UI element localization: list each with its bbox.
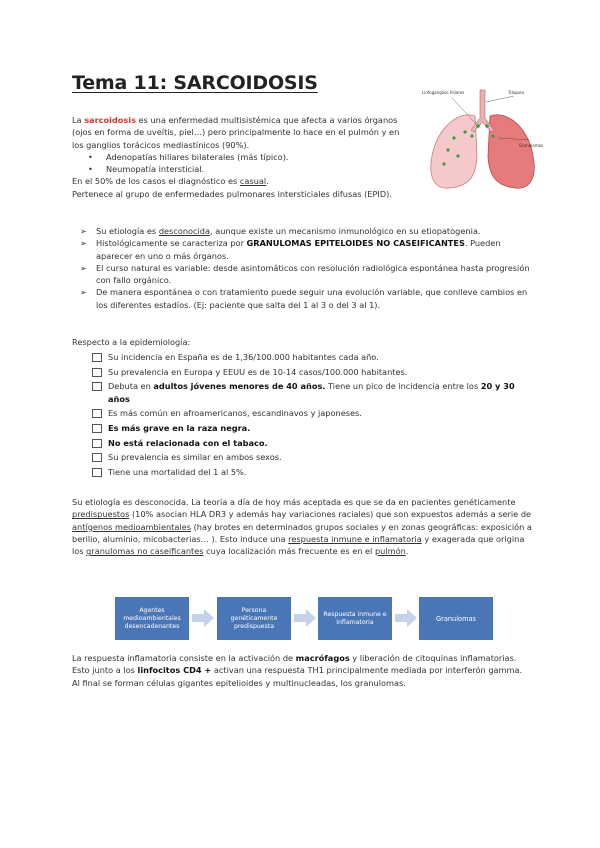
checkbox[interactable] (92, 409, 102, 418)
flow-step-4: Granulomas (419, 597, 493, 640)
keyword-sarcoidosis: sarcoidosis (84, 115, 136, 125)
epidemiology-section (72, 336, 532, 480)
flow-step-1: Agentes medioambientales desencadenantes (115, 597, 189, 640)
arrow-icon: ➢ (80, 238, 87, 249)
label-line (486, 96, 514, 102)
checkbox[interactable] (92, 382, 102, 391)
trachea (471, 90, 494, 132)
checklist-item[interactable]: Es más común en afroamericanos, escandinavos y japoneses. (92, 407, 532, 419)
list-item: ➢ Su etiología es desconocida, aunque existe un mecanismo inmunológico en su etiopatogenia. (80, 226, 481, 236)
list-item: ➢ El curso natural es variable: desde asintomáticos con resolución radiológica espontánea hasta progresión con fallo orgánico. (80, 262, 530, 286)
list-item: • Neumopatía intersticial. (88, 164, 205, 175)
flow-arrow-icon (192, 609, 214, 627)
arrow-list (72, 225, 532, 311)
bullet-icon: • (88, 164, 93, 175)
list-item: ➢ Histológicamente se caracteriza por GRANULOMAS EPITELOIDES NO CASEIFICANTES. Pueden aparecer en uno o más órganos. (80, 238, 501, 261)
checklist-item[interactable]: Su incidencia en España es de 1,36/100.000 habitantes cada año. (92, 351, 532, 363)
label-granulomas: Granulomas (519, 143, 544, 148)
lung-left (431, 115, 477, 188)
checklist-item[interactable]: No está relacionada con el tabaco. (92, 437, 532, 449)
etiology-paragraph: Su etiología es desconocida. La teoría a día de hoy más aceptada es que se da en pacientes genéticamente predispuestos (10% asocian HLA DR3 y además hay variaciones raciales) que son expuestos además a serie de antígenos medioambientales (hay brotes en determinados grupos sociales y en zonas geográficas: exposición a berilio, aluminio, micobacterias… ). Esto induce una respuesta inmune e inflamatoria y exagerada que origina los granulomas no caseificantes cuya localización más frecuente es en el pulmón. (72, 497, 532, 557)
intro-paragraph: La sarcoidosis es una enfermedad multisistémica que afecta a varios órganos (ojos en forma de uveítis, piel…) pero principalmente lo hace en el pulmón y en los ganglios torácicos mediastínicos (90%). (72, 115, 400, 150)
page-title: Tema 11: SARCOIDOSIS (72, 72, 318, 94)
bullet-icon: • (88, 151, 93, 162)
section-heading: Respecto a la epidemiología: (72, 337, 191, 347)
checklist-item[interactable]: Su prevalencia es similar en ambos sexos. (92, 451, 532, 463)
checkbox[interactable] (92, 353, 102, 362)
checkbox[interactable] (92, 439, 102, 448)
list-item: • Adenopatías hiliares bilaterales (más típico). (88, 151, 289, 162)
label-lymph: Linfoganglios hiliares (422, 90, 465, 95)
lungs-illustration (420, 86, 545, 194)
checkbox[interactable] (92, 468, 102, 477)
intro-section (72, 114, 412, 200)
checklist-item[interactable]: Su prevalencia en Europa y EEUU es de 10-14 casos/100.000 habitantes. (92, 366, 532, 378)
arrow-icon: ➢ (80, 262, 87, 273)
flow-step-2: Persona genéticamente predispuesta (217, 597, 291, 640)
flow-step-3: Respuesta inmune e inflamatoria (318, 597, 392, 640)
final-paragraph: La respuesta inflamatoria consiste en la activación de macrófagos y liberación de citoquinas inflamatorias. Esto junto a los linfocitos CD4 + activan una respuesta TH1 principalmente mediada por interferón gamma. Al final se forman células gigantes epitelioides y multinucleadas, los granulomas. (72, 653, 523, 688)
label-trachea: Tráquea (508, 90, 524, 95)
flow-arrow-icon (395, 609, 417, 627)
arrow-icon: ➢ (80, 226, 87, 236)
paragraph: En el 50% de los casos el diagnóstico es casual. (72, 176, 269, 187)
list-item: ➢ De manera espontánea o con tratamiento puede seguir una evolución variable, que conlleve cambios en los diferentes estadíos. (Ej: paciente que salta del 1 al 3 o del 3 al 1). (80, 287, 528, 310)
lung-right (488, 115, 534, 188)
flow-arrow-icon (294, 609, 316, 627)
checklist-item[interactable]: Es más grave en la raza negra. (92, 422, 532, 434)
checkbox[interactable] (92, 368, 102, 377)
checkbox[interactable] (92, 424, 102, 433)
paragraph: Pertenece al grupo de enfermedades pulmonares intersticiales difusas (EPID). (72, 188, 392, 199)
arrow-icon: ➢ (80, 287, 87, 298)
checklist-item[interactable]: Tiene una mortalidad del 1 al 5%. (92, 466, 532, 478)
checklist-item[interactable]: Debuta en adultos jóvenes menores de 40 años. Tiene un pico de incidencia entre los 20 y 30 años (92, 380, 532, 405)
checkbox[interactable] (92, 453, 102, 462)
